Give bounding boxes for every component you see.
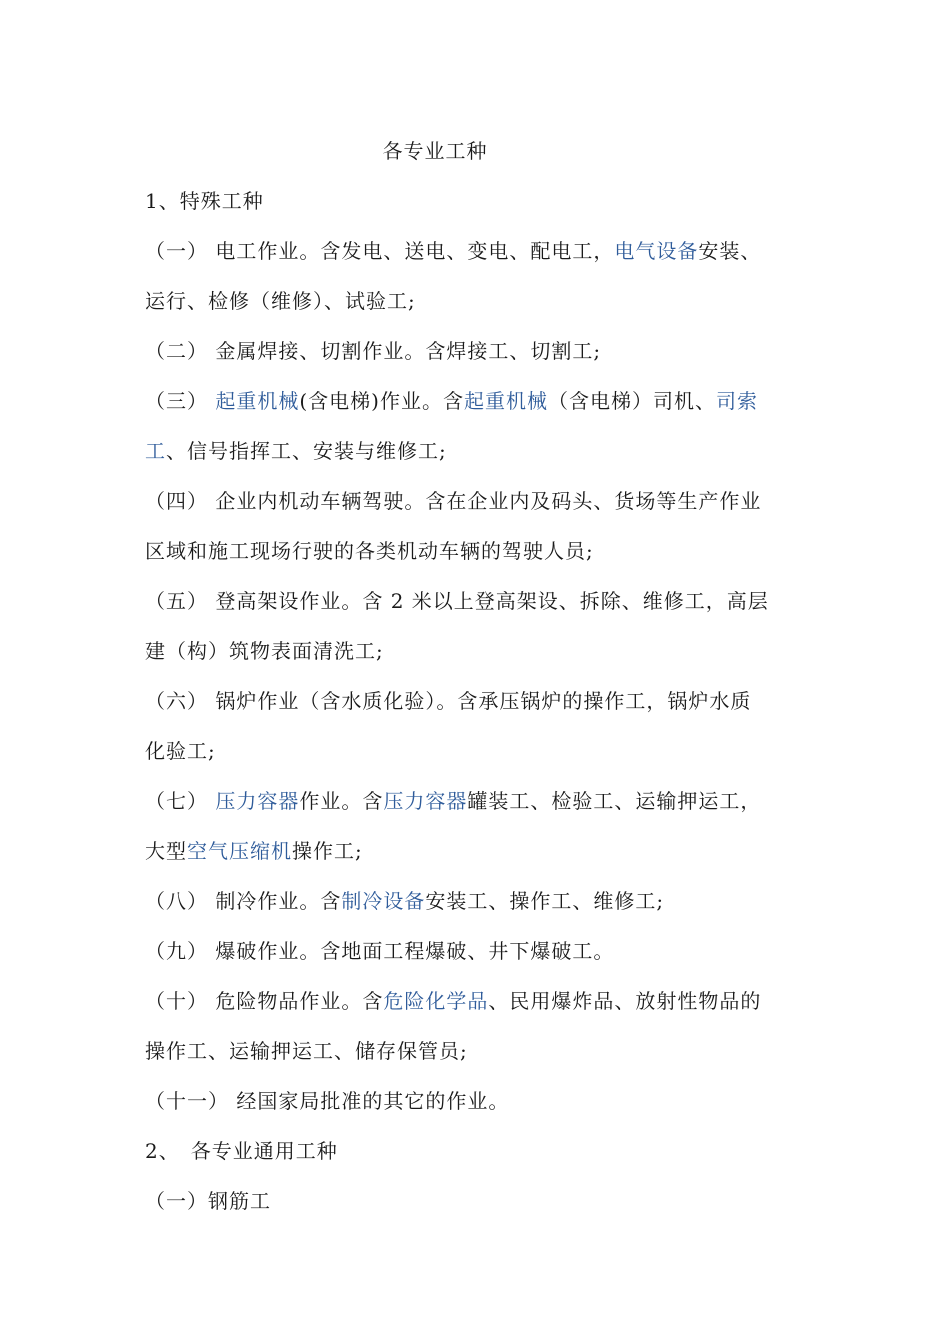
paragraph-line: （十一） 经国家局批准的其它的作业。 [145, 1089, 510, 1113]
link-lifting-machinery[interactable]: 起重机械 [463, 389, 548, 413]
paragraph-line: （九） 爆破作业。含地面工程爆破、井下爆破工。 [145, 939, 615, 963]
section-heading-2: 2、 各专业通用工种 [145, 1139, 338, 1163]
link-electrical-equipment[interactable]: 电气设备 [614, 239, 699, 263]
paragraph-line [145, 389, 758, 413]
text-span: 安装、 [698, 239, 762, 263]
text-span: （一） 电工作业。含发电、送电、变电、配电工， [145, 239, 615, 263]
text-span: 操作工; [292, 839, 363, 863]
text-span: （十） 危险物品作业。含 [145, 989, 384, 1013]
paragraph-line [145, 889, 664, 913]
link-refrigeration-equipment[interactable]: 制冷设备 [341, 889, 426, 913]
link-pressure-vessel[interactable]: 压力容器 [215, 789, 300, 813]
paragraph-line: 操作工、运输押运工、储存保管员; [145, 1039, 468, 1063]
paragraph-line [145, 789, 761, 813]
text-span: （七） [145, 789, 216, 813]
link-rigger[interactable]: 司索 [715, 389, 758, 413]
text-span: 安装工、操作工、维修工; [425, 889, 665, 913]
text-span: 罐装工、检验工、运输押运工， [467, 789, 762, 813]
paragraph-line [145, 439, 447, 463]
paragraph-line: 运行、检修（维修）、试验工; [145, 289, 416, 313]
document-title: 各专业工种 [382, 139, 488, 163]
link-hazardous-chemicals[interactable]: 危险化学品 [383, 989, 489, 1013]
link-lifting-machinery[interactable]: 起重机械 [215, 389, 300, 413]
text-span: （含电梯）司机、 [547, 389, 716, 413]
text-span: （三） [145, 389, 216, 413]
link-rigger[interactable]: 工 [145, 439, 166, 463]
link-air-compressor[interactable]: 空气压缩机 [187, 839, 292, 863]
section-heading-1: 1、特殊工种 [145, 189, 264, 213]
paragraph-line: （六） 锅炉作业（含水质化验）。含承压锅炉的操作工，锅炉水质 [145, 689, 752, 713]
paragraph-line [145, 989, 761, 1013]
paragraph-line [145, 839, 363, 863]
paragraph-line: 化验工; [145, 739, 216, 763]
paragraph-line: 区域和施工现场行驶的各类机动车辆的驾驶人员; [145, 539, 594, 563]
link-pressure-vessel[interactable]: 压力容器 [383, 789, 468, 813]
paragraph-line [145, 239, 761, 263]
text-span: 、信号指挥工、安装与维修工; [166, 439, 447, 463]
paragraph-line: （五） 登高架设作业。含 2 米以上登高架设、拆除、维修工，高层 [145, 589, 769, 613]
paragraph-line: （四） 企业内机动车辆驾驶。含在企业内及码头、货场等生产作业 [145, 489, 762, 513]
text-span: 大型 [145, 839, 187, 863]
paragraph-line: 建（构）筑物表面清洗工; [145, 639, 384, 663]
text-span: 作业。含 [299, 789, 384, 813]
paragraph-line: （二） 金属焊接、切割作业。含焊接工、切割工; [145, 339, 602, 363]
text-span: （八） 制冷作业。含 [145, 889, 342, 913]
text-span: (含电梯)作业。含 [299, 389, 464, 413]
text-span: 、民用爆炸品、放射性物品的 [488, 989, 762, 1013]
paragraph-line: （一）钢筋工 [145, 1189, 271, 1213]
